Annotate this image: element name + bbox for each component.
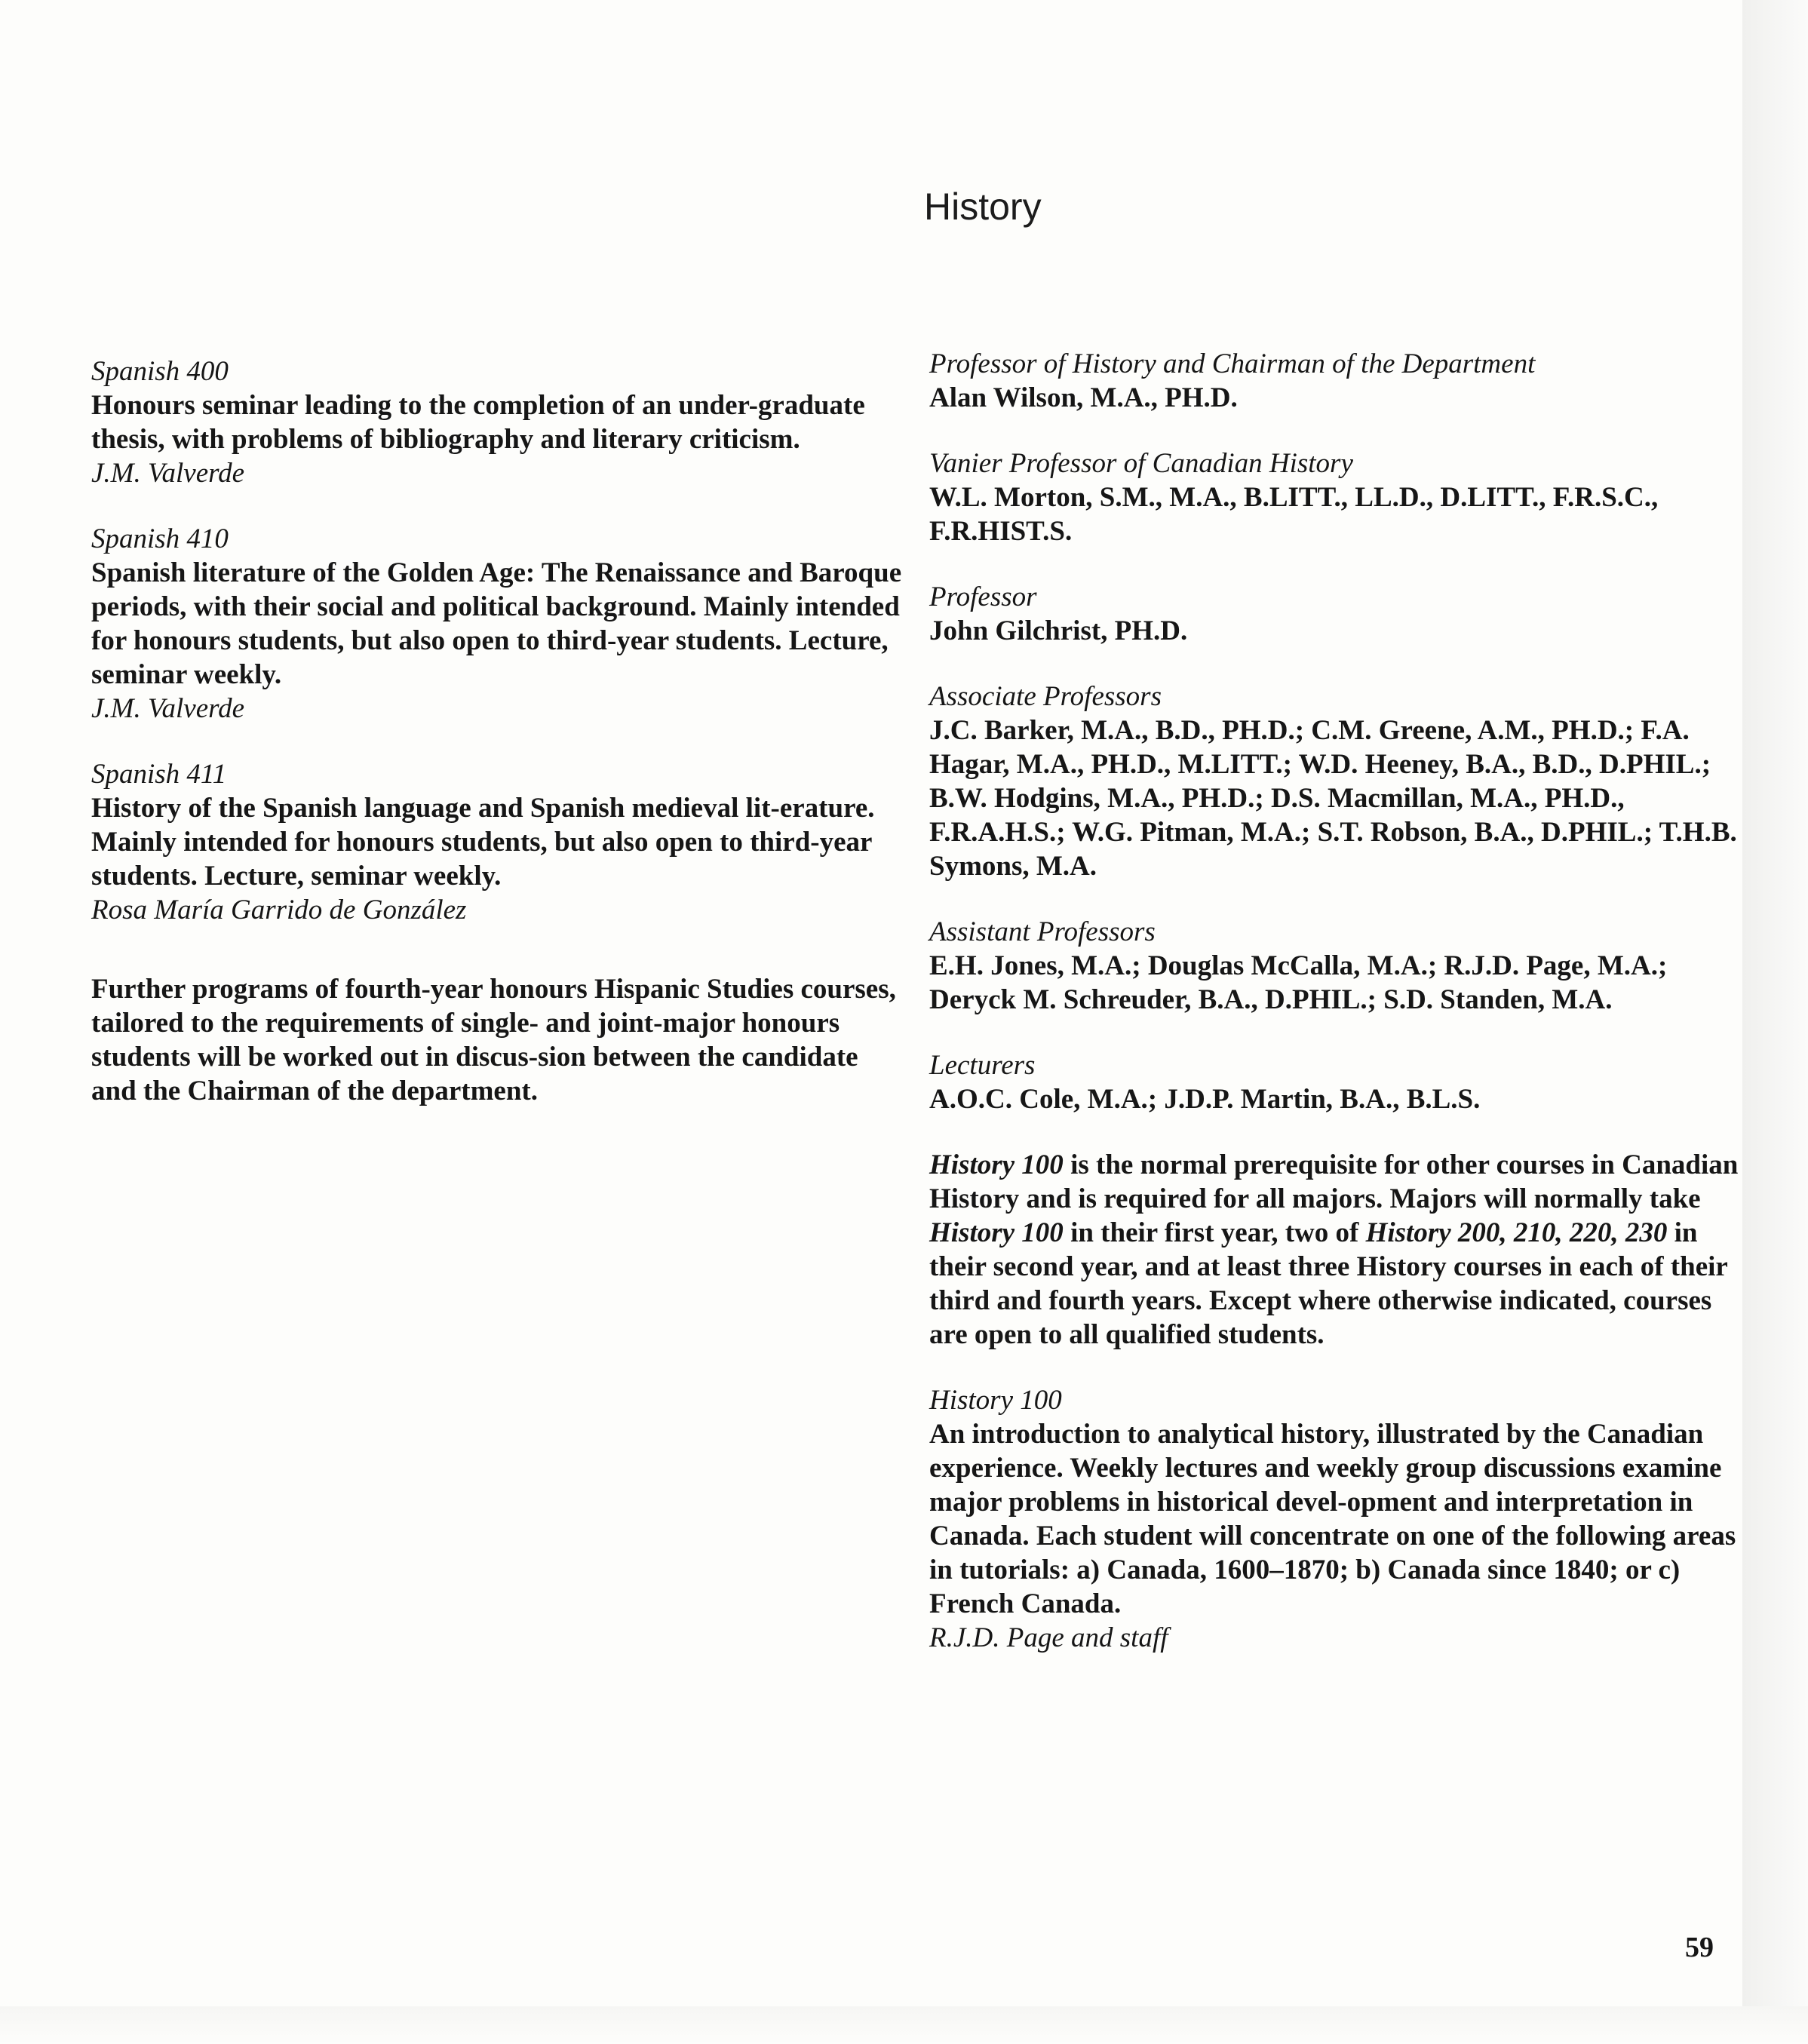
course-description: Honours seminar leading to the completion of an under-graduate thesis, with problems of bibliography and literary criticism. [91,390,865,455]
course-instructor: J.M. Valverde [91,458,245,489]
page-edge-shadow [1742,0,1808,2044]
page-title: History [924,186,1042,228]
course-ref: History 200, 210, 220, 230 [1365,1217,1668,1248]
faculty-rank: Assistant Professors [929,916,1156,947]
faculty-names: J.C. Barker, M.A., B.D., PH.D.; C.M. Greene, A.M., PH.D.; F.A. Hagar, M.A., PH.D., M.LITT.; W.D. Heeney, B.A., B.D., D.PHIL.; B.W. Hodgins, M.A., PH.D.; D.S. Macmillan, M.A., PH.D., F.R.A.H.S.; W.G. Pitman, M.A.; S.T. Robson, B.A., D.PHIL.; T.H.B. Symons, M.A. [929,715,1737,882]
faculty-entry [929,447,1744,548]
faculty-rank: Associate Professors [929,681,1162,712]
course-ref: History 100 [929,1217,1064,1248]
faculty-entry [929,680,1744,883]
course-instructor: J.M. Valverde [91,693,245,724]
faculty-entry [929,1048,1744,1116]
course-ref: History 100 [929,1149,1064,1180]
faculty-rank: Vanier Professor of Canadian History [929,448,1353,479]
history-intro [929,1148,1744,1352]
faculty-names: A.O.C. Cole, M.A.; J.D.P. Martin, B.A., B.L.S. [929,1084,1481,1115]
intro-text-segment: is the normal prerequisite for other courses in Canadian History and is required for all majors. Majors will normally take [929,1149,1739,1214]
faculty-entry [929,580,1744,648]
faculty-names: W.L. Morton, S.M., M.A., B.LITT., LL.D., D.LITT., F.R.S.C., F.R.HIST.S. [929,482,1659,547]
further-programs-note [91,972,906,1108]
course-code: Spanish 411 [91,759,227,790]
course-entry [929,1383,1744,1655]
course-entry [91,757,906,927]
course-entry [91,522,906,726]
course-description: History of the Spanish language and Spanish medieval lit-erature. Mainly intended for honours students, but also open to third-year students. Lecture, seminar weekly. [91,793,875,892]
left-column [91,354,906,1140]
intro-text-segment: in their second year, and at least three History courses in each of their third and fourth years. Except where otherwise indicated, courses are open to all qualified students. [929,1217,1728,1350]
further-note-text: Further programs of fourth-year honours Hispanic Studies courses, tailored to the requirements of single- and joint-major honours students will be worked out in discus-sion between the candidate and the Chairman of the department. [91,974,896,1106]
intro-paragraph [929,1148,1744,1352]
faculty-entry [929,347,1744,415]
faculty-names: John Gilchrist, PH.D. [929,615,1188,646]
faculty-names: Alan Wilson, M.A., PH.D. [929,382,1238,413]
course-entry [91,354,906,490]
faculty-names: E.H. Jones, M.A.; Douglas McCalla, M.A.; R.J.D. Page, M.A.; Deryck M. Schreuder, B.A., D.PHIL.; S.D. Standen, M.A. [929,950,1668,1015]
course-instructor: R.J.D. Page and staff [929,1622,1168,1653]
page-number: 59 [1685,1932,1714,1963]
faculty-rank: Professor of History and Chairman of the Department [929,348,1536,379]
page-bottom-shadow [0,2006,1808,2044]
course-instructor: Rosa María Garrido de González [91,895,467,925]
right-column [929,347,1744,1686]
faculty-rank: Lecturers [929,1050,1036,1081]
faculty-rank: Professor [929,582,1037,612]
course-description: An introduction to analytical history, illustrated by the Canadian experience. Weekly lectures and weekly group discussions examine major problems in historical devel-opment and interpretation in Canada. Each student will concentrate on one of the following areas in tutorials: a) Canada, 1600–1870; b) Canada since 1840; or c) French Canada. [929,1419,1736,1619]
intro-text-segment: in their first year, two of [1063,1217,1366,1248]
faculty-entry [929,915,1744,1017]
course-code: History 100 [929,1385,1062,1416]
course-code: Spanish 400 [91,356,229,387]
course-code: Spanish 410 [91,523,229,554]
course-description: Spanish literature of the Golden Age: The Renaissance and Baroque periods, with their social and political background. Mainly intended for honours students, but also open to third-year students. Lecture, seminar weekly. [91,557,902,690]
